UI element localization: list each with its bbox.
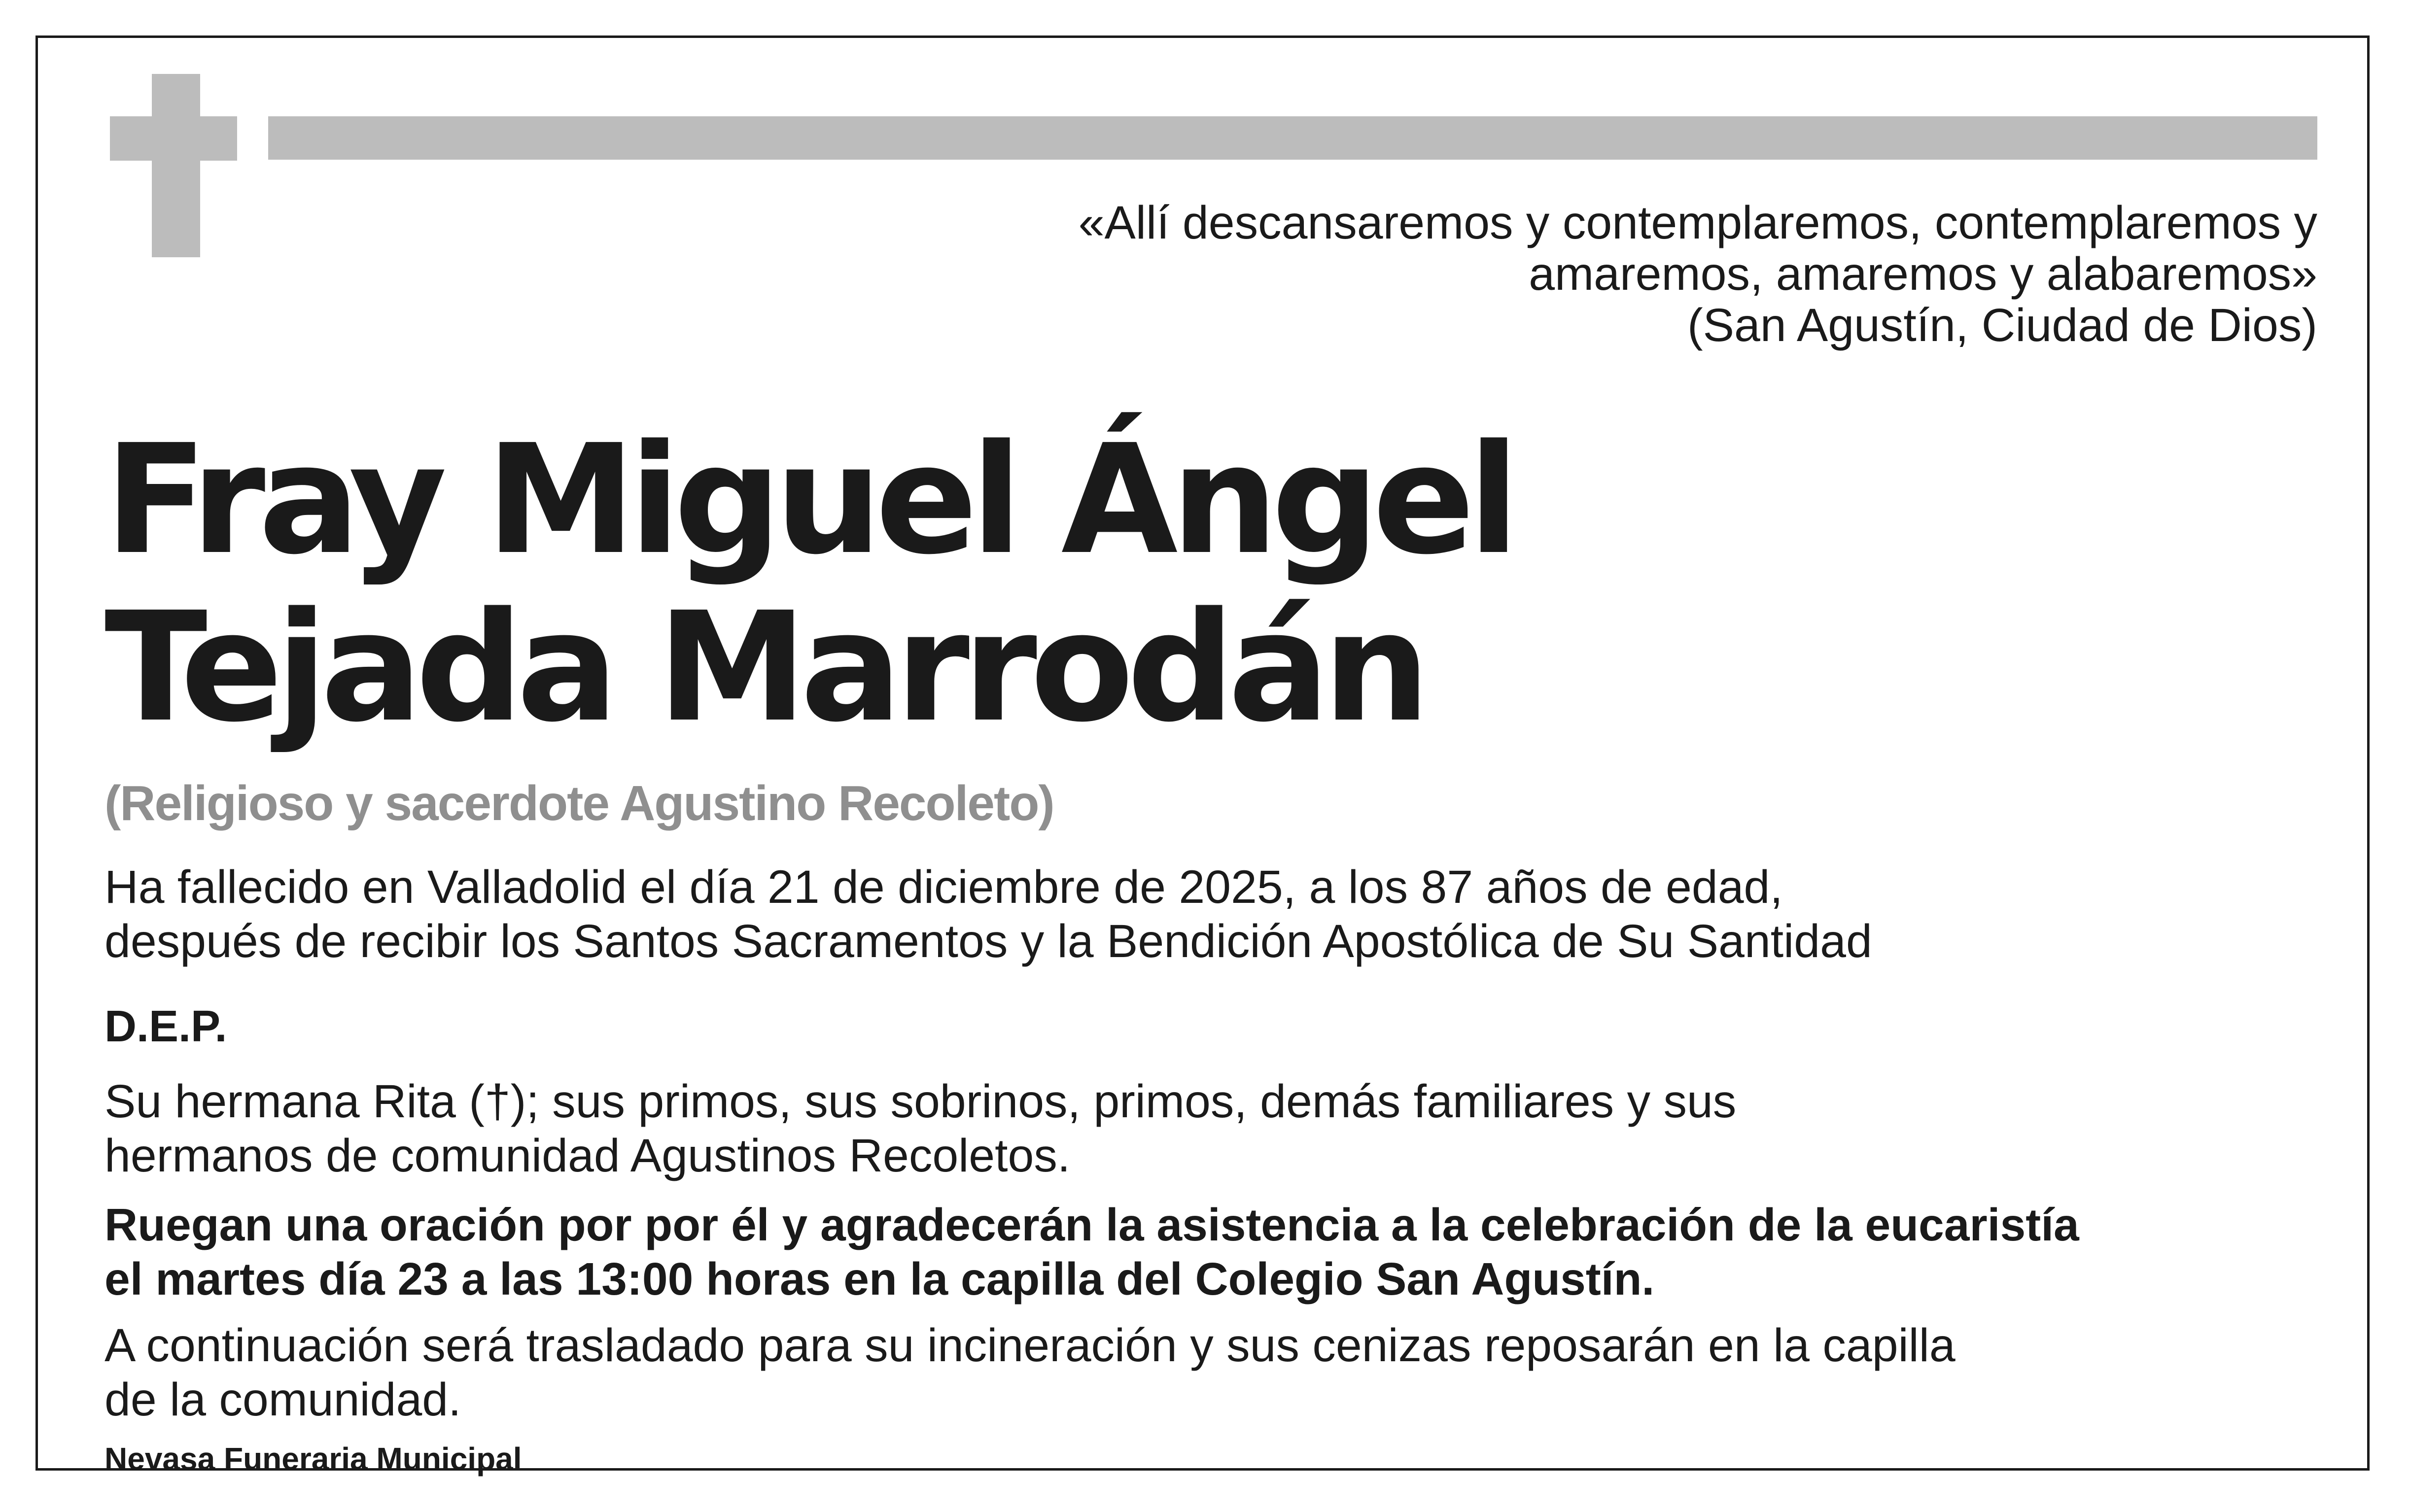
cross-horizontal-bar [110,116,237,161]
name-line: Fray Miguel Ángel [105,412,1513,588]
quote-line: «Allí descansaremos y contemplaremos, contemplaremos y [1078,197,2317,249]
quote-source: (San Agustín, Ciudad de Dios) [1687,299,2317,351]
quote-line: amaremos, amaremos y alabaremos» [1529,248,2317,300]
family-line: Su hermana Rita (†); sus primos, sus sobrinos, primos, demás familiares y sus [105,1075,1737,1128]
request-line: el martes día 23 a las 13:00 horas en la capilla del Colegio San Agustín. [105,1253,1655,1305]
dep-abbreviation: D.E.P. [105,1002,227,1051]
header-rule [268,116,2317,160]
cross-vertical-bar [152,74,200,257]
cremation-line: de la comunidad. [105,1374,461,1426]
announcement-line: Ha fallecido en Valladolid el día 21 de diciembre de 2025, a los 87 años de edad, [105,861,1783,913]
deceased-name [105,412,1513,756]
cremation-note [105,1318,1956,1427]
epigraph-quote [543,197,2317,351]
family-line: hermanos de comunidad Agustinos Recoletos. [105,1130,1071,1182]
death-announcement [105,860,1872,968]
request-line: Ruegan una oración por por él y agradecerán la asistencia a la celebración de la eucaristía [105,1199,2079,1250]
funeral-home-name: Nevasa Funeraria Municipal [105,1441,522,1477]
cremation-line: A continuación será trasladado para su incineración y sus cenizas reposarán en la capilla [105,1319,1956,1372]
mass-request [105,1198,2079,1306]
family-list [105,1074,1736,1183]
announcement-line: después de recibir los Santos Sacramentos y la Bendición Apostólica de Su Santidad [105,915,1872,967]
deceased-role: (Religioso y sacerdote Agustino Recoleto) [105,776,1054,831]
name-line: Tejada Marrodán [105,580,1424,756]
